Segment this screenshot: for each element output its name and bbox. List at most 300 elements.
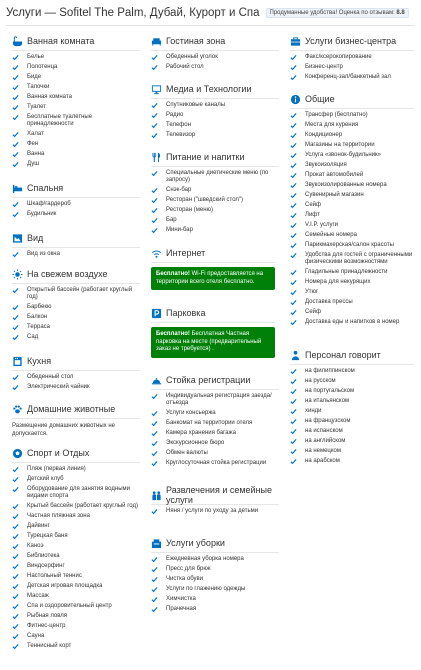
amenity-item	[290, 368, 414, 375]
amenity-label: на арабском	[305, 458, 340, 464]
checkmark-icon	[151, 217, 158, 224]
free-label: Бесплатно!	[156, 331, 190, 337]
amenity-item	[151, 54, 279, 61]
page-header	[6, 4, 415, 22]
checkmark-icon	[12, 613, 19, 620]
sun-icon	[12, 269, 23, 280]
checkmark-icon	[151, 440, 158, 447]
amenity-label: Виндсерфинг	[27, 563, 65, 569]
section-divider	[12, 197, 140, 198]
amenity-item	[151, 112, 279, 119]
amenity-label: Няня / услуги по уходу за детьми	[166, 508, 259, 514]
checkmark-icon	[290, 222, 297, 229]
section-general	[290, 92, 414, 329]
amenity-list	[151, 393, 279, 467]
amenity-label: V.I.P. услуги	[305, 222, 338, 228]
section-header	[151, 485, 279, 505]
checkmark-icon	[151, 606, 158, 613]
amenity-item	[290, 289, 414, 296]
section-divider	[12, 462, 140, 463]
amenity-item	[12, 523, 140, 530]
section-outdoors	[12, 267, 140, 344]
amenity-item	[290, 299, 414, 306]
checkmark-icon	[12, 131, 19, 138]
checkmark-icon	[151, 430, 158, 437]
amenity-item	[12, 476, 140, 483]
amenity-item	[151, 170, 279, 184]
section-header	[151, 536, 279, 550]
amenity-label: Места для курения	[305, 122, 359, 128]
section-title: На свежем воздухе	[27, 269, 108, 279]
section-header	[151, 34, 279, 48]
section-header	[151, 150, 279, 164]
amenity-item	[290, 252, 414, 266]
section-parking	[151, 306, 275, 358]
bell-icon	[151, 375, 162, 386]
section-header	[290, 348, 414, 362]
checkmark-icon	[12, 304, 19, 311]
amenity-item	[12, 54, 140, 61]
amenity-list	[290, 112, 414, 326]
free-description: Wi-Fi предоставляется на территории всего отеля бесплатно.	[156, 271, 264, 285]
amenity-list	[290, 368, 414, 465]
checkmark-icon	[151, 508, 158, 515]
amenity-item	[12, 94, 140, 101]
checkmark-icon	[290, 438, 297, 445]
checkmark-icon	[151, 170, 158, 177]
amenity-label: Бесплатные туалетные принадлежности	[27, 114, 93, 127]
checkmark-icon	[12, 533, 19, 540]
amenity-label: Трансфер (бесплатно)	[305, 112, 368, 118]
amenity-item	[290, 428, 414, 435]
checkmark-icon	[290, 232, 297, 239]
checkmark-icon	[290, 378, 297, 385]
section-divider	[12, 418, 140, 419]
checkmark-icon	[12, 114, 19, 121]
amenity-item	[12, 201, 140, 208]
amenity-item	[290, 162, 414, 169]
amenity-item	[12, 131, 140, 138]
section-title: Услуги бизнес-центра	[305, 36, 397, 46]
wifi-icon	[151, 248, 162, 259]
section-languages	[290, 348, 414, 468]
amenity-item	[151, 393, 279, 407]
amenity-list	[151, 170, 279, 234]
amenity-item	[12, 384, 140, 391]
amenity-label: Звукоизолированные номера	[305, 182, 387, 188]
checkmark-icon	[12, 503, 19, 510]
checkmark-icon	[290, 192, 297, 199]
amenity-label: Вид из окна	[27, 251, 60, 257]
checkmark-icon	[12, 251, 19, 258]
amenity-item	[151, 187, 279, 194]
amenity-item	[12, 374, 140, 381]
amenity-label: Услуги по глажению одежды	[166, 586, 246, 592]
checkmark-icon	[12, 141, 19, 148]
amenity-item	[12, 324, 140, 331]
amenity-item	[12, 211, 140, 218]
amenity-label: Доставка прессы	[305, 299, 353, 305]
amenity-item	[12, 563, 140, 570]
amenity-item	[151, 586, 279, 593]
amenity-label: Детская игровая площадка	[27, 583, 103, 589]
section-divider	[12, 50, 140, 51]
checkmark-icon	[12, 74, 19, 81]
checkmark-icon	[151, 393, 158, 400]
section-divider	[151, 98, 279, 99]
amenity-item	[290, 378, 414, 385]
checkmark-icon	[290, 162, 297, 169]
amenity-label: Сад	[27, 334, 39, 340]
section-title: Интернет	[166, 248, 206, 258]
section-bedroom	[12, 181, 140, 221]
amenity-label: Ежедневная уборка номера	[166, 556, 244, 562]
amenity-item	[151, 227, 279, 234]
amenity-label: на испанском	[305, 428, 343, 434]
amenity-item	[151, 430, 279, 437]
checkmark-icon	[12, 54, 19, 61]
amenity-item	[290, 388, 414, 395]
amenity-item	[151, 197, 279, 204]
amenity-item	[290, 242, 414, 249]
checkmark-icon	[151, 64, 158, 71]
amenity-list	[151, 54, 279, 71]
section-divider	[151, 389, 279, 390]
amenity-item	[12, 74, 140, 81]
checkmark-icon	[12, 211, 19, 218]
amenity-label: Звукоизоляция	[305, 162, 347, 168]
checkmark-icon	[151, 420, 158, 427]
amenity-label: Частная пляжная зона	[27, 513, 90, 519]
amenity-label: Радио	[166, 112, 184, 118]
amenity-label: Спа и оздоровительный центр	[27, 603, 112, 609]
section-living	[151, 34, 279, 74]
amenity-label: Пляж (первая линия)	[27, 466, 86, 472]
amenity-label: Полотенца	[27, 64, 58, 70]
amenity-list	[12, 54, 140, 168]
section-header	[12, 181, 140, 195]
section-entertainment	[151, 485, 279, 518]
amenity-item	[151, 64, 279, 71]
checkmark-icon	[290, 428, 297, 435]
amenity-label: хинди	[305, 408, 322, 414]
amenity-item	[151, 122, 279, 129]
amenity-label: на португальском	[305, 388, 355, 394]
checkmark-icon	[12, 553, 19, 560]
free-label: Бесплатно!	[156, 271, 190, 277]
section-header	[151, 306, 275, 320]
section-header	[12, 354, 140, 368]
checkmark-icon	[290, 269, 297, 276]
section-title: Услуги уборки	[166, 538, 225, 548]
checkmark-icon	[290, 202, 297, 209]
checkmark-icon	[12, 94, 19, 101]
amenity-label: Специальные диетические меню (по запросу)	[166, 170, 269, 183]
amenity-label: Библиотека	[27, 553, 60, 559]
checkmark-icon	[151, 460, 158, 467]
free-badge-box	[151, 327, 275, 358]
checkmark-icon	[151, 102, 158, 109]
amenity-label: Индивидуальная регистрация заезда/отъезда	[166, 393, 272, 406]
amenity-item	[12, 64, 140, 71]
amenity-item	[290, 438, 414, 445]
section-media	[151, 82, 279, 142]
amenity-label: Обеденный уголок	[166, 54, 218, 60]
amenity-label: Прокат автомобилей	[305, 172, 364, 178]
section-business	[290, 34, 414, 84]
amenity-label: Мини-бар	[166, 227, 193, 233]
amenity-item	[12, 104, 140, 111]
amenity-item	[290, 418, 414, 425]
section-title: Персонал говорит	[305, 350, 381, 360]
amenity-item	[12, 623, 140, 630]
page-title: Услуги — Sofitel The Palm, Дубай, Курорт и Спа	[6, 7, 260, 19]
section-header	[12, 446, 140, 460]
checkmark-icon	[151, 227, 158, 234]
amenity-label: Теннисный корт	[27, 643, 72, 649]
amenity-item	[290, 279, 414, 286]
amenity-label: Магазины на территории	[305, 142, 375, 148]
checkmark-icon	[151, 596, 158, 603]
amenity-label: Услуги консьержа	[166, 410, 216, 416]
amenity-label: Сейф	[305, 309, 321, 315]
amenity-item	[12, 466, 140, 473]
checkmark-icon	[151, 197, 158, 204]
amenity-label: Химчистка	[166, 596, 196, 602]
amenity-label: Ресторан (меню)	[166, 207, 214, 213]
cutlery-icon	[151, 152, 162, 163]
amenity-label: на немецком	[305, 448, 342, 454]
section-header	[12, 267, 140, 281]
section-divider	[12, 247, 140, 248]
amenity-item	[151, 440, 279, 447]
amenity-label: Ресторан ("шведский стол")	[166, 197, 244, 203]
amenity-item	[12, 486, 140, 500]
amenity-item	[290, 182, 414, 189]
amenity-item	[12, 633, 140, 640]
section-bathroom	[12, 34, 140, 171]
amenity-label: Белье	[27, 54, 45, 60]
amenity-item	[12, 593, 140, 600]
amenity-label: Настольный теннис	[27, 573, 82, 579]
section-divider	[290, 108, 414, 109]
amenity-item	[151, 420, 279, 427]
checkmark-icon	[290, 309, 297, 316]
briefcase-icon	[290, 36, 301, 47]
rating-value: 8.8	[396, 10, 405, 16]
amenity-list	[12, 287, 140, 341]
checkmark-icon	[290, 448, 297, 455]
checkmark-icon	[290, 398, 297, 405]
checkmark-icon	[290, 458, 297, 465]
section-title: Общие	[305, 94, 335, 104]
amenity-item	[12, 161, 140, 168]
amenity-label: Электрический чайник	[27, 384, 90, 390]
amenity-list	[12, 251, 140, 258]
amenity-item	[12, 603, 140, 610]
checkmark-icon	[12, 201, 19, 208]
section-divider	[151, 322, 275, 323]
checkmark-icon	[151, 207, 158, 214]
person-icon	[290, 350, 301, 361]
amenity-label: Лифт	[305, 212, 320, 218]
amenity-item	[151, 606, 279, 613]
amenity-label: на французском	[305, 418, 351, 424]
section-divider	[151, 262, 275, 263]
checkmark-icon	[12, 543, 19, 550]
amenity-label: Спутниковые каналы	[166, 102, 226, 108]
section-title: Стойка регистрации	[166, 375, 251, 385]
amenity-label: Утюг	[305, 289, 319, 295]
amenity-label: Балкон	[27, 314, 48, 320]
header-divider	[6, 25, 415, 26]
section-title: Питание и напитки	[166, 152, 245, 162]
amenity-item	[12, 503, 140, 510]
section-pets	[12, 402, 140, 438]
amenity-label: Крытый бассейн (работает круглый год)	[27, 503, 138, 509]
amenity-label: Факс/ксерокопирование	[305, 54, 372, 60]
checkmark-icon	[12, 563, 19, 570]
amenity-label: Детский клуб	[27, 476, 64, 482]
checkmark-icon	[12, 314, 19, 321]
amenity-label: Чистка обуви	[166, 576, 204, 582]
amenity-label: Рыбная ловля	[27, 613, 68, 619]
amenity-label: Бар	[166, 217, 177, 223]
amenity-item	[12, 553, 140, 560]
amenity-item	[151, 410, 279, 417]
section-kitchen	[12, 354, 140, 394]
amenity-list	[12, 466, 140, 650]
checkmark-icon	[12, 334, 19, 341]
section-view	[12, 231, 140, 261]
amenity-item	[151, 207, 279, 214]
amenity-label: Терраса	[27, 324, 51, 330]
checkmark-icon	[290, 252, 297, 259]
checkmark-icon	[290, 212, 297, 219]
checkmark-icon	[151, 586, 158, 593]
section-title: Домашние животные	[27, 404, 116, 414]
checkmark-icon	[151, 132, 158, 139]
amenity-list	[290, 54, 414, 81]
checkmark-icon	[290, 368, 297, 375]
checkmark-icon	[12, 64, 19, 71]
amenity-list	[12, 201, 140, 218]
section-divider	[151, 166, 279, 167]
amenity-label: Камера хранения багажа	[166, 430, 236, 436]
amenity-item	[290, 458, 414, 465]
free-badge-box	[151, 267, 275, 290]
checkmark-icon	[151, 54, 158, 61]
checkmark-icon	[290, 132, 297, 139]
amenity-item	[12, 114, 140, 128]
amenity-label: Банкомат на территории отеля	[166, 420, 253, 426]
checkmark-icon	[290, 299, 297, 306]
monitor-icon	[151, 84, 162, 95]
amenity-item	[12, 141, 140, 148]
checkmark-icon	[290, 152, 297, 159]
amenity-label: Снэк-бар	[166, 187, 192, 193]
amenity-label: Каноэ	[27, 543, 44, 549]
amenity-label: Пресс для брюк	[166, 566, 211, 572]
amenity-label: Барбекю	[27, 304, 52, 310]
checkmark-icon	[290, 388, 297, 395]
amenity-item	[290, 202, 414, 209]
checkmark-icon	[151, 112, 158, 119]
amenity-label: Сувенирный магазин	[305, 192, 364, 198]
info-icon	[290, 94, 301, 105]
amenity-label: Тапочки	[27, 84, 50, 90]
checkmark-icon	[12, 287, 19, 294]
amenity-item	[290, 122, 414, 129]
sofa-icon	[151, 36, 162, 47]
checkmark-icon	[12, 384, 19, 391]
amenity-label: Телевизор	[166, 132, 196, 138]
section-title: Гостиная зона	[166, 36, 226, 46]
amenity-label: Шкаф/гардероб	[27, 201, 71, 207]
amenity-label: на русском	[305, 378, 336, 384]
amenity-item	[12, 287, 140, 301]
amenity-label: Туалет	[27, 104, 46, 110]
bathtub-icon	[12, 36, 23, 47]
bed-icon	[12, 183, 23, 194]
section-food	[151, 150, 279, 237]
amenity-label: Круглосуточная стойка регистрации	[166, 460, 267, 466]
checkmark-icon	[12, 523, 19, 530]
section-title: Вид	[27, 233, 44, 243]
section-title: Парковка	[166, 308, 206, 318]
amenity-item	[12, 314, 140, 321]
checkmark-icon	[12, 573, 19, 580]
amenity-item	[290, 212, 414, 219]
amenity-label: на английском	[305, 438, 346, 444]
amenity-item	[290, 309, 414, 316]
section-title: Спорт и Отдых	[27, 448, 90, 458]
section-cleaning	[151, 536, 279, 616]
section-header	[151, 246, 275, 260]
amenity-item	[290, 142, 414, 149]
amenity-label: Услуга «звонок-будильник»	[305, 152, 382, 158]
amenity-item	[151, 217, 279, 224]
amenity-item	[151, 460, 279, 467]
checkmark-icon	[12, 583, 19, 590]
amenity-item	[290, 192, 414, 199]
amenity-item	[151, 576, 279, 583]
checkmark-icon	[151, 122, 158, 129]
section-divider	[151, 552, 279, 553]
checkmark-icon	[290, 289, 297, 296]
checkmark-icon	[151, 450, 158, 457]
checkmark-icon	[290, 64, 297, 71]
checkmark-icon	[151, 556, 158, 563]
amenity-item	[12, 543, 140, 550]
checkmark-icon	[12, 593, 19, 600]
checkmark-icon	[12, 643, 19, 650]
amenity-item	[12, 613, 140, 620]
amenity-label: Обмен валюты	[166, 450, 208, 456]
checkmark-icon	[151, 410, 158, 417]
amenity-label: Семейные номера	[305, 232, 357, 238]
checkmark-icon	[151, 187, 158, 194]
amenity-label: Открытый бассейн (работает круглый год)	[27, 287, 133, 300]
section-title: Кухня	[27, 356, 52, 366]
section-divider	[151, 50, 279, 51]
checkmark-icon	[290, 418, 297, 425]
amenity-label: Бизнес-центр	[305, 64, 343, 70]
checkmark-icon	[12, 603, 19, 610]
section-note: Размещение домашних животных не допускается.	[12, 423, 115, 437]
amenity-label: Номера для некурящих	[305, 279, 371, 285]
amenity-item	[290, 54, 414, 61]
